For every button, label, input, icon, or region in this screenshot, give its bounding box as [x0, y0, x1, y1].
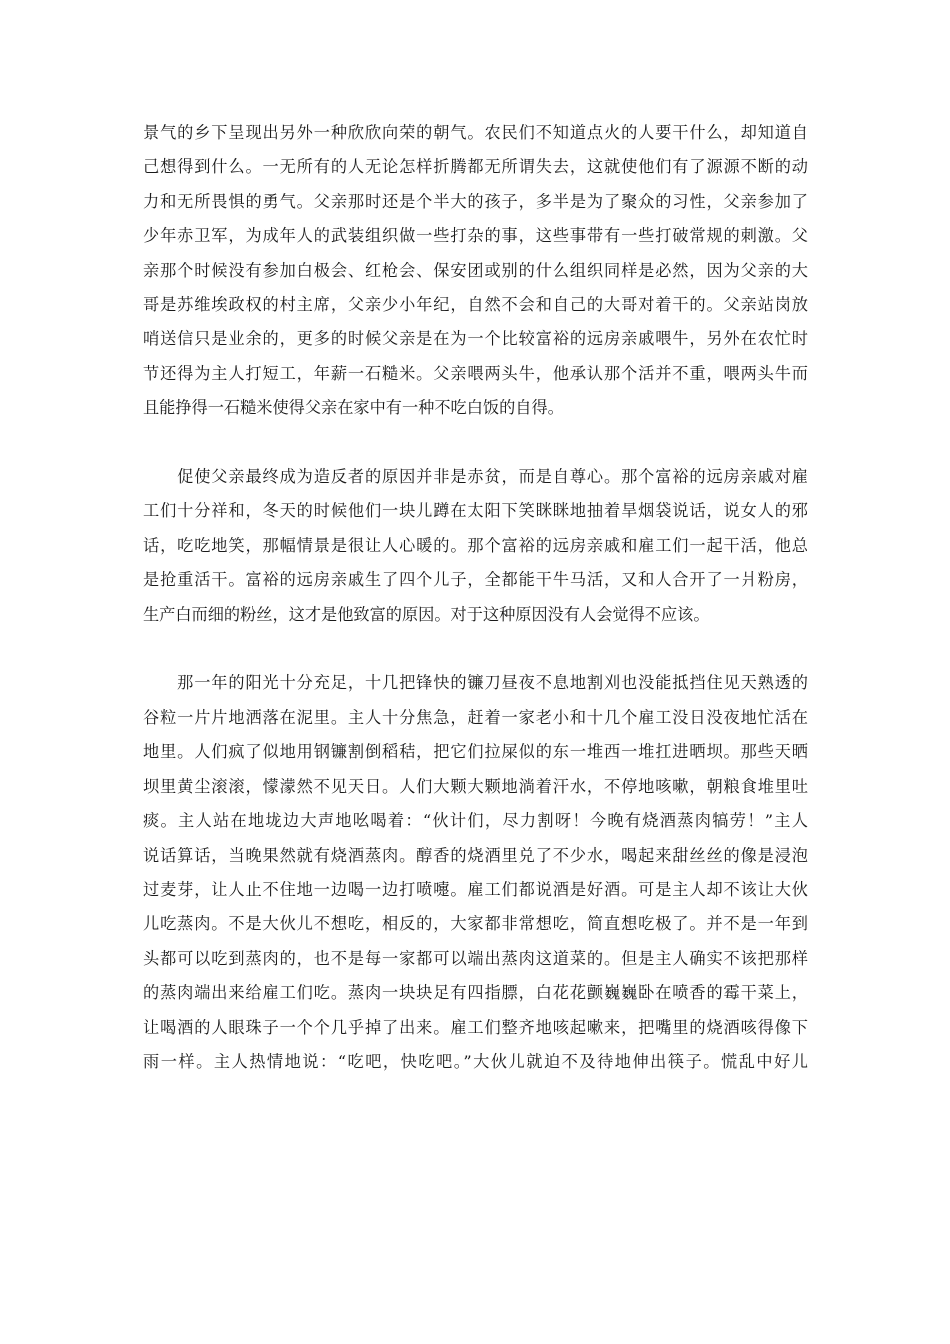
text-line: 节还得为主人打短工，年薪一石糙米。父亲喂两头牛，他承认那个活并不重，喂两头牛而: [143, 363, 808, 383]
text-line: 那一年的阳光十分充足，十几把锋快的镰刀昼夜不息地割刈也没能抵挡住见天熟透的: [143, 673, 808, 693]
text-line: 哨送信只是业余的，更多的时候父亲是在为一个比较富裕的远房亲戚喂牛，另外在农忙时: [143, 329, 808, 349]
text-line: 少年赤卫军，为成年人的武装组织做一些打杂的事，这些事带有一些打破常规的刺激。父: [143, 226, 808, 246]
text-line: 坝里黄尘滚滚，懞濛然不见天日。人们大颗大颗地淌着汗水，不停地咳嗽，朝粮食堆里吐: [143, 776, 808, 796]
paragraph-3: [143, 666, 808, 1079]
text-line: 力和无所畏惧的勇气。父亲那时还是个半大的孩子，多半是为了聚众的习性，父亲参加了: [143, 191, 808, 211]
text-line: 话，吃吃地笑，那幅情景是很让人心暖的。那个富裕的远房亲戚和雇工们一起干活，他总: [143, 535, 808, 555]
paragraph-1: [143, 116, 808, 426]
document-body: [143, 116, 808, 1079]
text-line: 说话算话，当晚果然就有烧酒蒸肉。醇香的烧酒里兑了不少水，喝起来甜丝丝的像是浸泡: [143, 845, 808, 865]
paragraph-gap: [143, 426, 808, 460]
text-line: 景气的乡下呈现出另外一种欣欣向荣的朝气。农民们不知道点火的人要干什么，却知道自: [143, 123, 808, 142]
text-line: 过麦芽，让人止不住地一边喝一边打喷嚏。雇工们都说酒是好酒。可是主人却不该让大伙: [143, 879, 808, 899]
text-line: 谷粒一片片地洒落在泥里。主人十分焦急，赶着一家老小和十几个雇工没日没夜地忙活在: [143, 707, 808, 727]
text-line: 儿吃蒸肉。不是大伙儿不想吃，相反的，大家都非常想吃，简直想吃极了。并不是一年到: [143, 914, 808, 934]
paragraph-2: [143, 460, 808, 632]
text-line: 让喝酒的人眼珠子一个个几乎掉了出来。雇工们整齐地咳起嗽来，把嘴里的烧酒咳得像下: [143, 1017, 808, 1037]
text-line: 亲那个时候没有参加白极会、红枪会、保安团或别的什么组织同样是必然，因为父亲的大: [143, 260, 808, 280]
text-line: 地里。人们疯了似地用钢镰割倒稻秸，把它们拉屎似的东一堆西一堆扛进晒坝。那些天晒: [143, 742, 808, 762]
text-line: 己想得到什么。一无所有的人无论怎样折腾都无所谓失去，这就使他们有了源源不断的动: [143, 157, 808, 177]
text-line: 的蒸肉端出来给雇工们吃。蒸肉一块块足有四指膘，白花花颤巍巍卧在喷香的霉干菜上，: [143, 983, 808, 1003]
text-line: 是抢重活干。富裕的远房亲戚生了四个儿子，全都能干牛马活，又和人合开了一爿粉房，: [143, 570, 808, 590]
text-line: 痰。主人站在地垅边大声地吆喝着：“伙计们，尽力割呀！今晚有烧酒蒸肉犒劳！”主人: [143, 811, 808, 831]
text-line: 促使父亲最终成为造反者的原因并非是赤贫，而是自尊心。那个富裕的远房亲戚对雇: [143, 467, 808, 487]
text-line: 哥是苏维埃政权的村主席，父亲少小年纪，自然不会和自己的大哥对着干的。父亲站岗放: [143, 295, 808, 315]
text-line: 且能挣得一石糙米使得父亲在家中有一种不吃白饭的自得。: [143, 398, 564, 418]
text-line: 工们十分祥和，冬天的时候他们一块儿蹲在太阳下笑眯眯地抽着旱烟袋说话，说女人的邪: [143, 501, 808, 521]
text-line: 头都可以吃到蒸肉的，也不是每一家都可以端出蒸肉这道菜的。但是主人确实不该把那样: [143, 948, 808, 968]
text-line: 生产白而细的粉丝，这才是他致富的原因。对于这种原因没有人会觉得不应该。: [143, 604, 710, 624]
text-line: 雨一样。主人热情地说：“吃吧，快吃吧。”大伙儿就迫不及待地伸出筷子。慌乱中好儿: [143, 1051, 808, 1071]
paragraph-gap: [143, 632, 808, 666]
